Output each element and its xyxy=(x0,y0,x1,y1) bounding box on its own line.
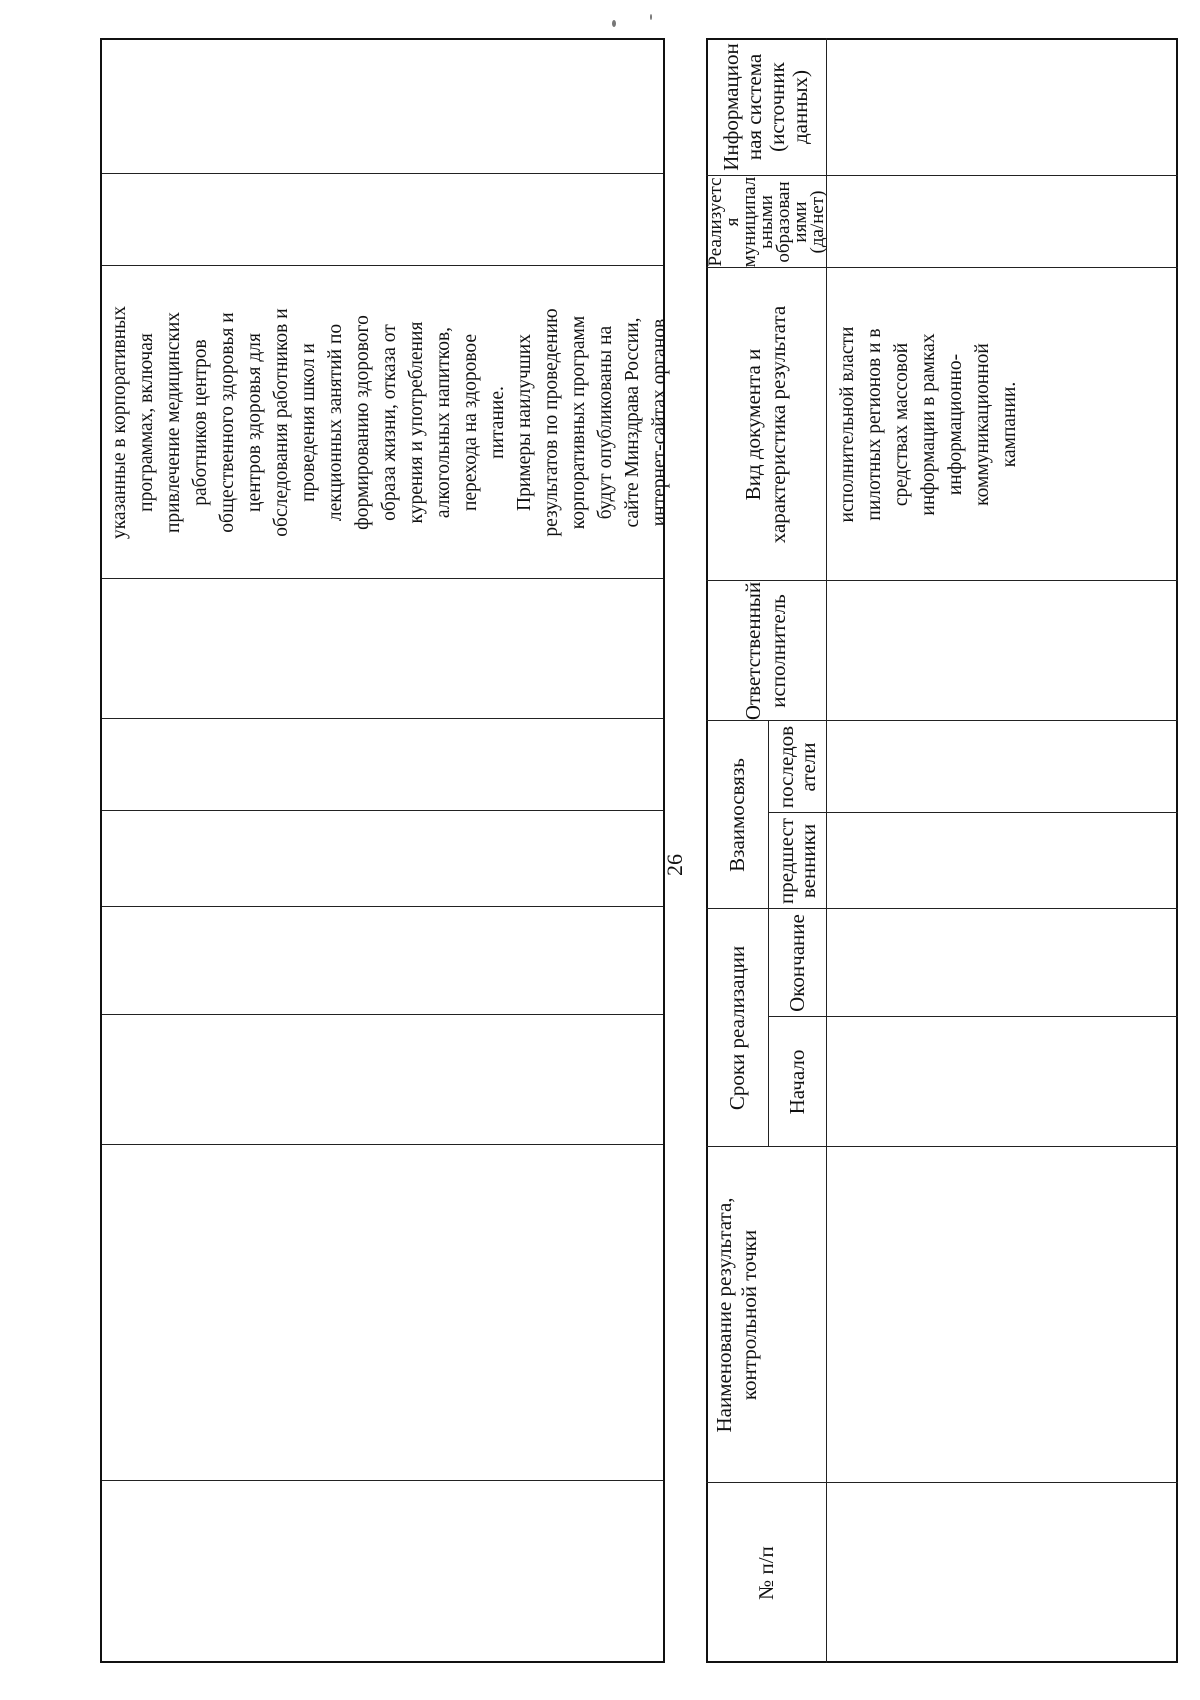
scan-speck xyxy=(650,14,652,20)
header-responsible: Ответственный исполнитель xyxy=(741,581,790,721)
header-relation: Взаимосвязь xyxy=(724,758,749,872)
header-info-system: Информацион ная система (источник данных) xyxy=(719,43,812,171)
column-divider xyxy=(102,1014,663,1015)
column-divider xyxy=(102,1480,663,1481)
row-document-text: исполнительной власти пилотных регионов и в средствах массовой информации в рамках информационно- коммуникационной кампании. xyxy=(837,326,1020,523)
column-divider xyxy=(102,810,663,811)
header-successors: последов атели xyxy=(774,725,820,809)
column-divider xyxy=(102,906,663,907)
header-bottom-line xyxy=(826,38,827,1663)
results-table xyxy=(706,38,1178,1663)
column-divider xyxy=(768,812,1178,813)
column-divider xyxy=(102,578,663,579)
page-number: 26 xyxy=(662,854,687,876)
header-predecessors: предшест венники xyxy=(774,818,820,904)
header-end: Окончание xyxy=(784,914,809,1012)
header-number: № п/п xyxy=(753,1546,778,1600)
column-divider xyxy=(102,718,663,719)
header-municipal: Реализуетс я муниципал ьными образован иями (да/нет) xyxy=(704,176,828,268)
header-name: Наименование результата, контрольной точки xyxy=(712,1197,761,1433)
scan-speck xyxy=(612,20,616,27)
header-dates: Сроки реализации xyxy=(724,945,749,1111)
continuation-row xyxy=(100,38,670,1663)
column-divider xyxy=(102,173,663,174)
column-divider xyxy=(102,265,663,266)
column-divider xyxy=(102,1144,663,1145)
continuation-description: указанные в корпоративных программах, включая привлечение медицинских работников центров общественного здоровья и центров здоровья для обследования работников и проведения школ и лекционных занятий по формированию здорового образа жизни, отказа от курения и употребления алкогольных напитков, перехода на здоровое питание. Примеры наилучших результатов по проведению корпоративных программ будут опубликованы на сайте Минздрава России, интернет-сайтах органов xyxy=(109,305,670,540)
continuation-table xyxy=(100,38,670,1663)
header-document: Вид документа и характеристика результата xyxy=(741,305,790,544)
header-start: Начало xyxy=(784,1049,809,1115)
column-divider xyxy=(768,1016,1178,1017)
